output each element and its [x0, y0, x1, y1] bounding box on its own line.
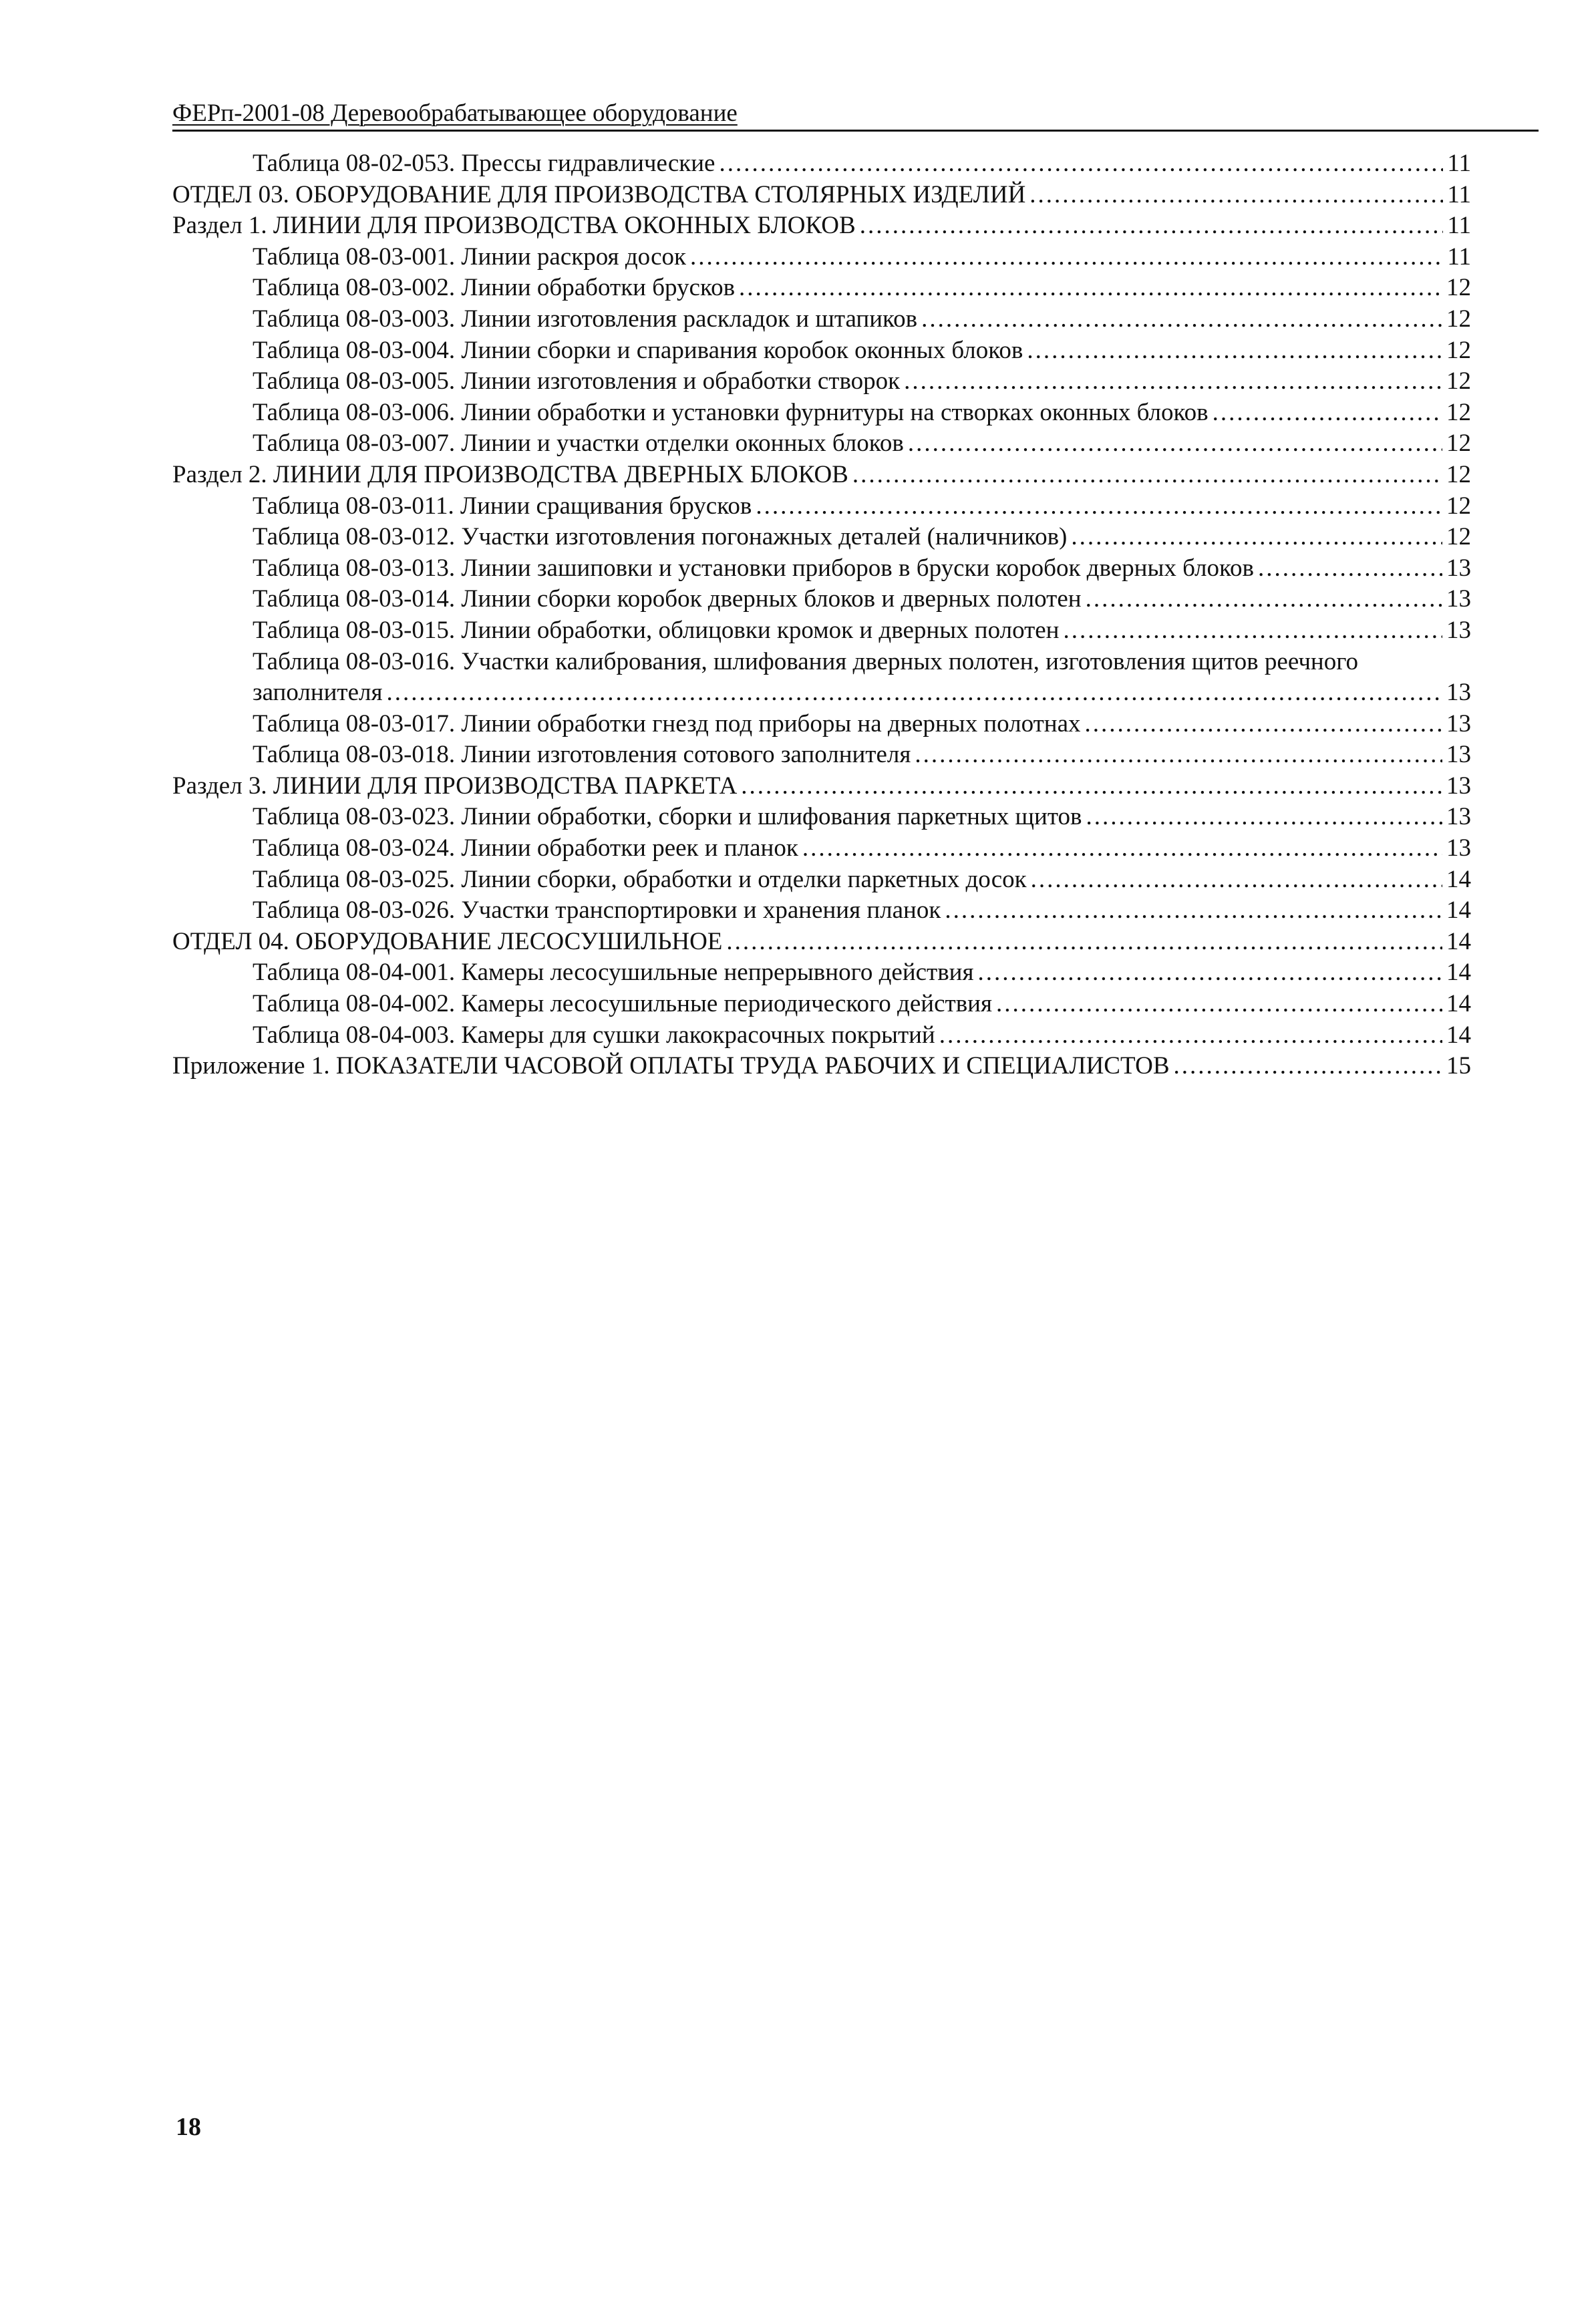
toc-entry[interactable]	[172, 210, 1471, 242]
toc-entry-page: 14	[1446, 927, 1471, 955]
toc-entry-title: Таблица 08-04-001. Камеры лесосушильные непрерывного действия	[253, 959, 974, 987]
toc-entry[interactable]	[172, 833, 1471, 864]
toc-entry-page: 12	[1446, 274, 1471, 302]
dot-leader	[719, 148, 1443, 180]
toc-entry[interactable]	[172, 335, 1471, 367]
toc-entry-title: Таблица 08-04-003. Камеры для сушки лакокрасочных покрытий	[253, 1021, 935, 1049]
toc-entry-page: 12	[1446, 336, 1471, 364]
toc-entry-page: 13	[1446, 616, 1471, 644]
dot-leader	[756, 491, 1442, 522]
dot-leader	[739, 273, 1442, 304]
toc-entry-page: 14	[1446, 990, 1471, 1018]
dot-leader	[741, 771, 1442, 802]
dot-leader	[1086, 802, 1442, 833]
page-number: 18	[176, 2113, 201, 2141]
toc-entry-page: 14	[1446, 959, 1471, 987]
dot-leader	[945, 895, 1442, 927]
table-of-contents	[172, 148, 1471, 1082]
toc-entry-title: Таблица 08-03-026. Участки транспортировки и хранения планок	[253, 896, 941, 925]
dot-leader	[860, 210, 1444, 242]
toc-entry-page: 13	[1446, 709, 1471, 737]
dot-leader	[1085, 709, 1443, 740]
toc-entry-page: 14	[1446, 896, 1471, 925]
toc-entry[interactable]	[172, 989, 1471, 1020]
toc-entry-title: Таблица 08-03-017. Линии обработки гнезд под приборы на дверных полотнах	[253, 709, 1081, 737]
toc-entry-title: Раздел 3. ЛИНИИ ДЛЯ ПРОИЗВОДСТВА ПАРКЕТА	[172, 772, 738, 800]
toc-entry-title: Таблица 08-03-014. Линии сборки коробок дверных блоков и дверных полотен	[253, 585, 1082, 613]
dot-leader	[939, 1020, 1442, 1051]
dot-leader	[852, 460, 1442, 491]
toc-entry-title: Таблица 08-03-016. Участки калибрования, шлифования дверных полотен, изготовления щитов реечного	[253, 647, 1358, 675]
dot-leader	[908, 428, 1442, 460]
toc-entry[interactable]	[172, 1020, 1471, 1051]
toc-entry[interactable]	[172, 491, 1471, 522]
dot-leader	[1031, 864, 1442, 896]
toc-entry-title: Таблица 08-03-006. Линии обработки и установки фурнитуры на створках оконных блоков	[253, 398, 1209, 426]
toc-entry[interactable]	[172, 647, 1471, 709]
dot-leader	[904, 366, 1442, 397]
dot-leader	[1086, 584, 1442, 615]
toc-entry-page: 13	[1446, 679, 1471, 707]
dot-leader	[690, 242, 1443, 273]
toc-entry[interactable]	[172, 895, 1471, 927]
toc-entry-title: Таблица 08-03-015. Линии обработки, облицовки кромок и дверных полотен	[253, 616, 1060, 644]
toc-entry-page: 13	[1446, 741, 1471, 769]
dot-leader	[1064, 615, 1443, 647]
toc-entry[interactable]	[172, 428, 1471, 460]
dot-leader	[978, 957, 1442, 989]
toc-entry-title: Приложение 1. ПОКАЗАТЕЛИ ЧАСОВОЙ ОПЛАТЫ ТРУДА РАБОЧИХ И СПЕЦИАЛИСТОВ	[172, 1052, 1170, 1080]
dot-leader	[1258, 553, 1442, 585]
toc-entry-page: 12	[1446, 367, 1471, 395]
toc-entry[interactable]	[172, 180, 1471, 211]
toc-entry-title: Таблица 08-03-012. Участки изготовления погонажных деталей (наличников)	[253, 523, 1068, 551]
toc-entry[interactable]	[172, 304, 1471, 335]
toc-entry-page: 13	[1446, 803, 1471, 831]
dot-leader	[1174, 1051, 1442, 1082]
toc-entry-title: Таблица 08-03-025. Линии сборки, обработки и отделки паркетных досок	[253, 865, 1027, 893]
toc-entry-page: 15	[1446, 1052, 1471, 1080]
toc-entry-title: Таблица 08-03-003. Линии изготовления раскладок и штапиков	[253, 305, 918, 333]
dot-leader	[726, 927, 1442, 958]
dot-leader	[996, 989, 1442, 1020]
toc-entry[interactable]	[172, 957, 1471, 989]
toc-entry-title: Таблица 08-03-002. Линии обработки брусков	[253, 274, 736, 302]
toc-entry-title: Таблица 08-03-018. Линии изготовления сотового заполнителя	[253, 741, 911, 769]
page-header	[172, 92, 1539, 132]
toc-entry-page: 13	[1446, 834, 1471, 862]
toc-entry[interactable]	[172, 397, 1471, 429]
toc-entry[interactable]	[172, 584, 1471, 615]
toc-entry-title: Раздел 2. ЛИНИИ ДЛЯ ПРОИЗВОДСТВА ДВЕРНЫХ БЛОКОВ	[172, 460, 848, 488]
toc-entry-title-continuation: заполнителя	[253, 679, 383, 707]
toc-entry-page: 12	[1446, 492, 1471, 520]
toc-entry-page: 14	[1446, 865, 1471, 893]
toc-entry-title: Таблица 08-03-024. Линии обработки реек и планок	[253, 834, 798, 862]
toc-entry-title: Таблица 08-03-007. Линии и участки отделки оконных блоков	[253, 430, 904, 458]
dot-leader	[1029, 180, 1443, 211]
dot-leader	[1027, 335, 1442, 367]
toc-entry[interactable]	[172, 148, 1471, 180]
toc-entry-page: 12	[1446, 398, 1471, 426]
toc-entry[interactable]	[172, 460, 1471, 491]
dot-leader	[915, 739, 1442, 771]
toc-entry[interactable]	[172, 273, 1471, 304]
toc-entry[interactable]	[172, 553, 1471, 585]
toc-entry-page: 12	[1446, 430, 1471, 458]
dot-leader	[921, 304, 1442, 335]
dot-leader	[1071, 522, 1442, 553]
toc-entry[interactable]	[172, 739, 1471, 771]
toc-entry-page: 11	[1447, 150, 1471, 177]
toc-entry[interactable]	[172, 864, 1471, 896]
toc-entry[interactable]	[172, 771, 1471, 802]
toc-entry-title: Таблица 08-03-011. Линии сращивания брусков	[253, 492, 752, 520]
running-title: ФЕРп-2001-08 Деревообрабатывающее оборудование	[172, 100, 738, 127]
toc-entry-title: Таблица 08-03-005. Линии изготовления и обработки створок	[253, 367, 901, 395]
toc-entry-page: 11	[1447, 180, 1471, 208]
toc-entry-title: Таблица 08-04-002. Камеры лесосушильные периодического действия	[253, 990, 992, 1018]
toc-entry-title: Таблица 08-02-053. Прессы гидравлические	[253, 150, 715, 177]
toc-entry-page: 11	[1447, 242, 1471, 271]
toc-entry[interactable]	[172, 366, 1471, 397]
toc-entry-page: 13	[1446, 585, 1471, 613]
toc-entry-page: 13	[1446, 554, 1471, 582]
toc-entry-title: Таблица 08-03-004. Линии сборки и спаривания коробок оконных блоков	[253, 336, 1023, 364]
toc-entry[interactable]	[172, 1051, 1471, 1082]
dot-leader	[802, 833, 1442, 864]
toc-entry-title: Таблица 08-03-023. Линии обработки, сборки и шлифования паркетных щитов	[253, 803, 1082, 831]
toc-entry-title: Таблица 08-03-001. Линии раскроя досок	[253, 242, 686, 271]
dot-leader	[387, 677, 1442, 709]
toc-entry-page: 14	[1446, 1021, 1471, 1049]
toc-entry-page: 13	[1446, 772, 1471, 800]
toc-entry-title: Таблица 08-03-013. Линии зашиповки и установки приборов в бруски коробок дверных блоков	[253, 554, 1255, 582]
toc-entry-page: 11	[1447, 212, 1471, 240]
toc-entry-page: 12	[1446, 305, 1471, 333]
toc-entry-page: 12	[1446, 460, 1471, 488]
dot-leader	[1213, 397, 1442, 429]
toc-entry[interactable]	[172, 709, 1471, 740]
toc-entry-title: ОТДЕЛ 03. ОБОРУДОВАНИЕ ДЛЯ ПРОИЗВОДСТВА СТОЛЯРНЫХ ИЗДЕЛИЙ	[172, 180, 1026, 208]
toc-entry[interactable]	[172, 242, 1471, 273]
toc-entry[interactable]	[172, 927, 1471, 958]
toc-entry-title: ОТДЕЛ 04. ОБОРУДОВАНИЕ ЛЕСОСУШИЛЬНОЕ	[172, 927, 723, 955]
toc-entry[interactable]	[172, 615, 1471, 647]
toc-entry[interactable]	[172, 802, 1471, 833]
toc-entry[interactable]	[172, 522, 1471, 553]
toc-entry-title: Раздел 1. ЛИНИИ ДЛЯ ПРОИЗВОДСТВА ОКОННЫХ БЛОКОВ	[172, 212, 856, 240]
toc-entry-page: 12	[1446, 523, 1471, 551]
